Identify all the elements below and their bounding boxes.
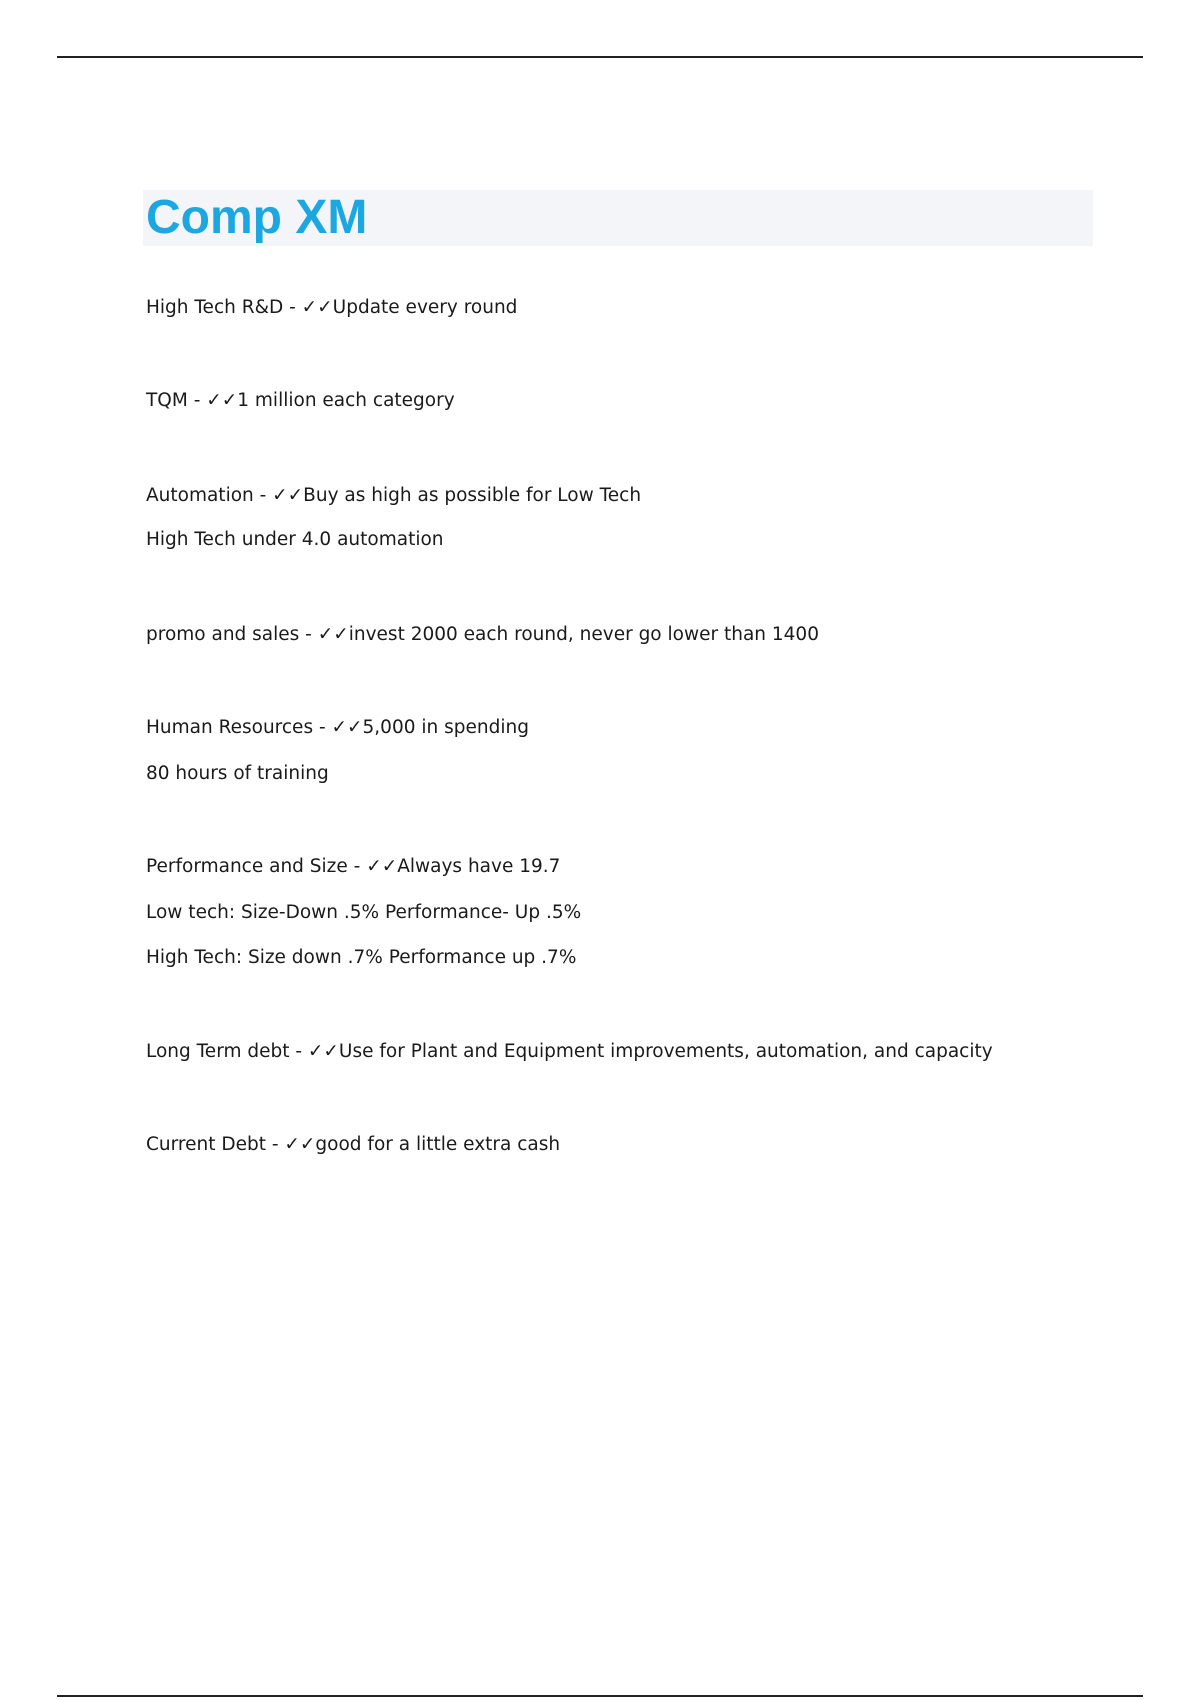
header-rule [57,56,1143,58]
note-line: Long Term debt - ✓✓Use for Plant and Equipment improvements, automation, and capacity [146,1041,993,1062]
note-line: Performance and Size - ✓✓Always have 19.7 [146,856,561,877]
note-line: High Tech under 4.0 automation [146,529,444,550]
note-line: High Tech R&D - ✓✓Update every round [146,297,518,318]
note-line: High Tech: Size down .7% Performance up .7% [146,947,577,968]
note-line: TQM - ✓✓1 million each category [146,390,455,411]
note-line: Low tech: Size-Down .5% Performance- Up .5% [146,902,582,923]
note-line: Current Debt - ✓✓good for a little extra cash [146,1134,561,1155]
note-line: promo and sales - ✓✓invest 2000 each round, never go lower than 1400 [146,624,819,645]
note-line: Automation - ✓✓Buy as high as possible for Low Tech [146,485,642,506]
note-line: Human Resources - ✓✓5,000 in spending [146,717,529,738]
note-line: 80 hours of training [146,763,329,784]
footer-rule [57,1695,1143,1697]
document-title: Comp XM [146,191,368,244]
